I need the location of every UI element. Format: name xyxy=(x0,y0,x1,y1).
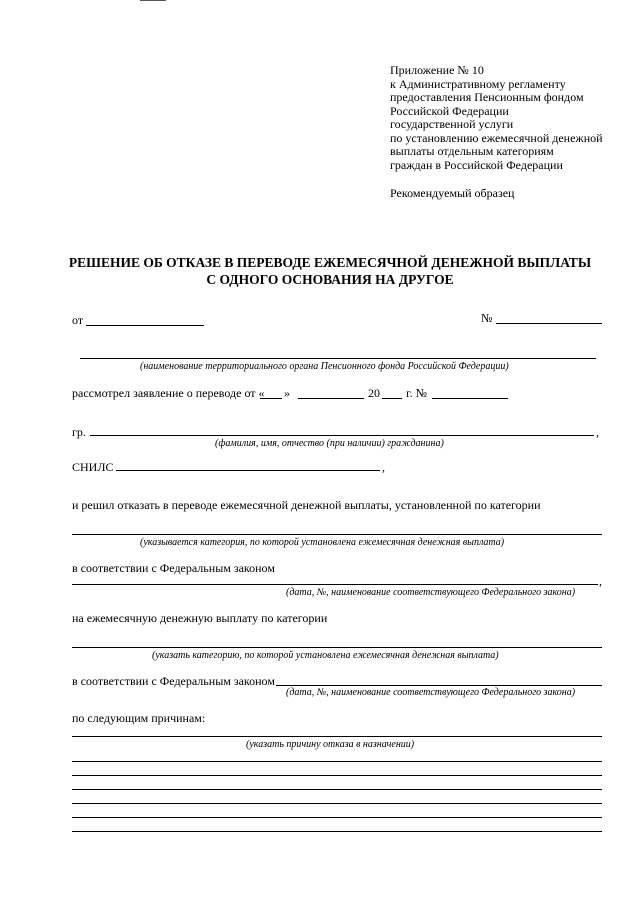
document-title-line-2: С ОДНОГО ОСНОВАНИЯ НА ДРУГОЕ xyxy=(206,272,454,287)
organization-caption: (наименование территориального органа Пенсионного фонда Российской Федерации) xyxy=(140,361,509,372)
category-caption-2: (указать категорию, по которой установлена ежемесячная денежная выплата) xyxy=(152,650,499,661)
fio-caption: (фамилия, имя, отчество (при наличии) гражданина) xyxy=(215,438,444,449)
recommended-sample-label: Рекомендуемый образец xyxy=(390,186,515,200)
date-field-line[interactable] xyxy=(86,325,204,326)
annex-line: государственной услуги xyxy=(390,117,514,131)
reason-field-line[interactable] xyxy=(72,789,602,790)
annex-line: выплаты отдельным категориям xyxy=(390,144,554,158)
annex-line: предоставления Пенсионным фондом xyxy=(390,90,584,104)
document-title-line-1: РЕШЕНИЕ ОБ ОТКАЗЕ В ПЕРЕВОДЕ ЕЖЕМЕСЯЧНОЙ ДЕНЕЖНОЙ ВЫПЛАТЫ xyxy=(68,255,592,270)
category-field-line[interactable] xyxy=(72,534,602,535)
scan-mark xyxy=(140,0,166,4)
citizen-name-line[interactable] xyxy=(90,435,594,436)
citizen-comma: , xyxy=(596,425,599,439)
reason-field-line[interactable] xyxy=(72,761,602,762)
application-number-label: г. № xyxy=(406,386,428,400)
considered-text: рассмотрел заявление о переводе от « xyxy=(72,386,265,400)
reasons-label: по следующим причинам: xyxy=(72,711,206,725)
reason-field-line[interactable] xyxy=(72,736,602,737)
year-prefix: 20 xyxy=(368,386,380,400)
day-close-quote: » xyxy=(284,386,290,400)
annex-line: Приложение № 10 xyxy=(390,63,484,77)
snils-field-line[interactable] xyxy=(116,470,380,471)
annex-line: Российской Федерации xyxy=(390,103,509,118)
reasons-caption: (указать причину отказа в назначении) xyxy=(246,739,415,750)
annex-line: к Административному регламенту xyxy=(390,76,566,91)
law-comma: , xyxy=(599,574,602,588)
from-label: от xyxy=(72,313,84,327)
decision-number-field-line[interactable] xyxy=(496,323,602,324)
federal-law-caption-2: (дата, №, наименование соответствующего Федерального закона) xyxy=(286,687,576,698)
decided-text: и решил отказать в переводе ежемесячной денежной выплаты, установленной по категории xyxy=(72,498,541,512)
federal-law-label-1: в соответствии с Федеральным законом xyxy=(72,561,275,575)
reason-field-line[interactable] xyxy=(72,817,602,818)
federal-law-label-2: в соответствии с Федеральным законом xyxy=(72,674,275,688)
organization-field-line[interactable] xyxy=(80,358,596,359)
snils-comma: , xyxy=(382,460,385,474)
federal-law-caption-1: (дата, №, наименование соответствующего Федерального закона) xyxy=(286,587,576,598)
category-caption: (указывается категория, по которой установлена ежемесячная денежная выплата) xyxy=(140,537,505,548)
application-day-line[interactable] xyxy=(260,398,282,399)
annex-block xyxy=(390,64,625,172)
reason-field-line[interactable] xyxy=(72,803,602,804)
annex-line: граждан в Российской Федерации xyxy=(390,157,563,172)
application-number-line[interactable] xyxy=(432,398,508,399)
reason-field-line[interactable] xyxy=(72,831,602,832)
category-field-line-2[interactable] xyxy=(72,647,602,648)
annex-line: по установлению ежемесячной денежной xyxy=(390,130,603,145)
application-year-line[interactable] xyxy=(382,398,402,399)
citizen-label: гр. xyxy=(72,425,86,439)
federal-law-field-line-2[interactable] xyxy=(276,685,602,686)
application-month-line[interactable] xyxy=(298,398,364,399)
federal-law-field-line-1[interactable] xyxy=(72,584,598,585)
reason-field-line[interactable] xyxy=(72,775,602,776)
snils-label: СНИЛС xyxy=(72,460,114,474)
monthly-payment-text: на ежемесячную денежную выплату по категории xyxy=(72,611,328,625)
number-label: № xyxy=(481,311,493,325)
